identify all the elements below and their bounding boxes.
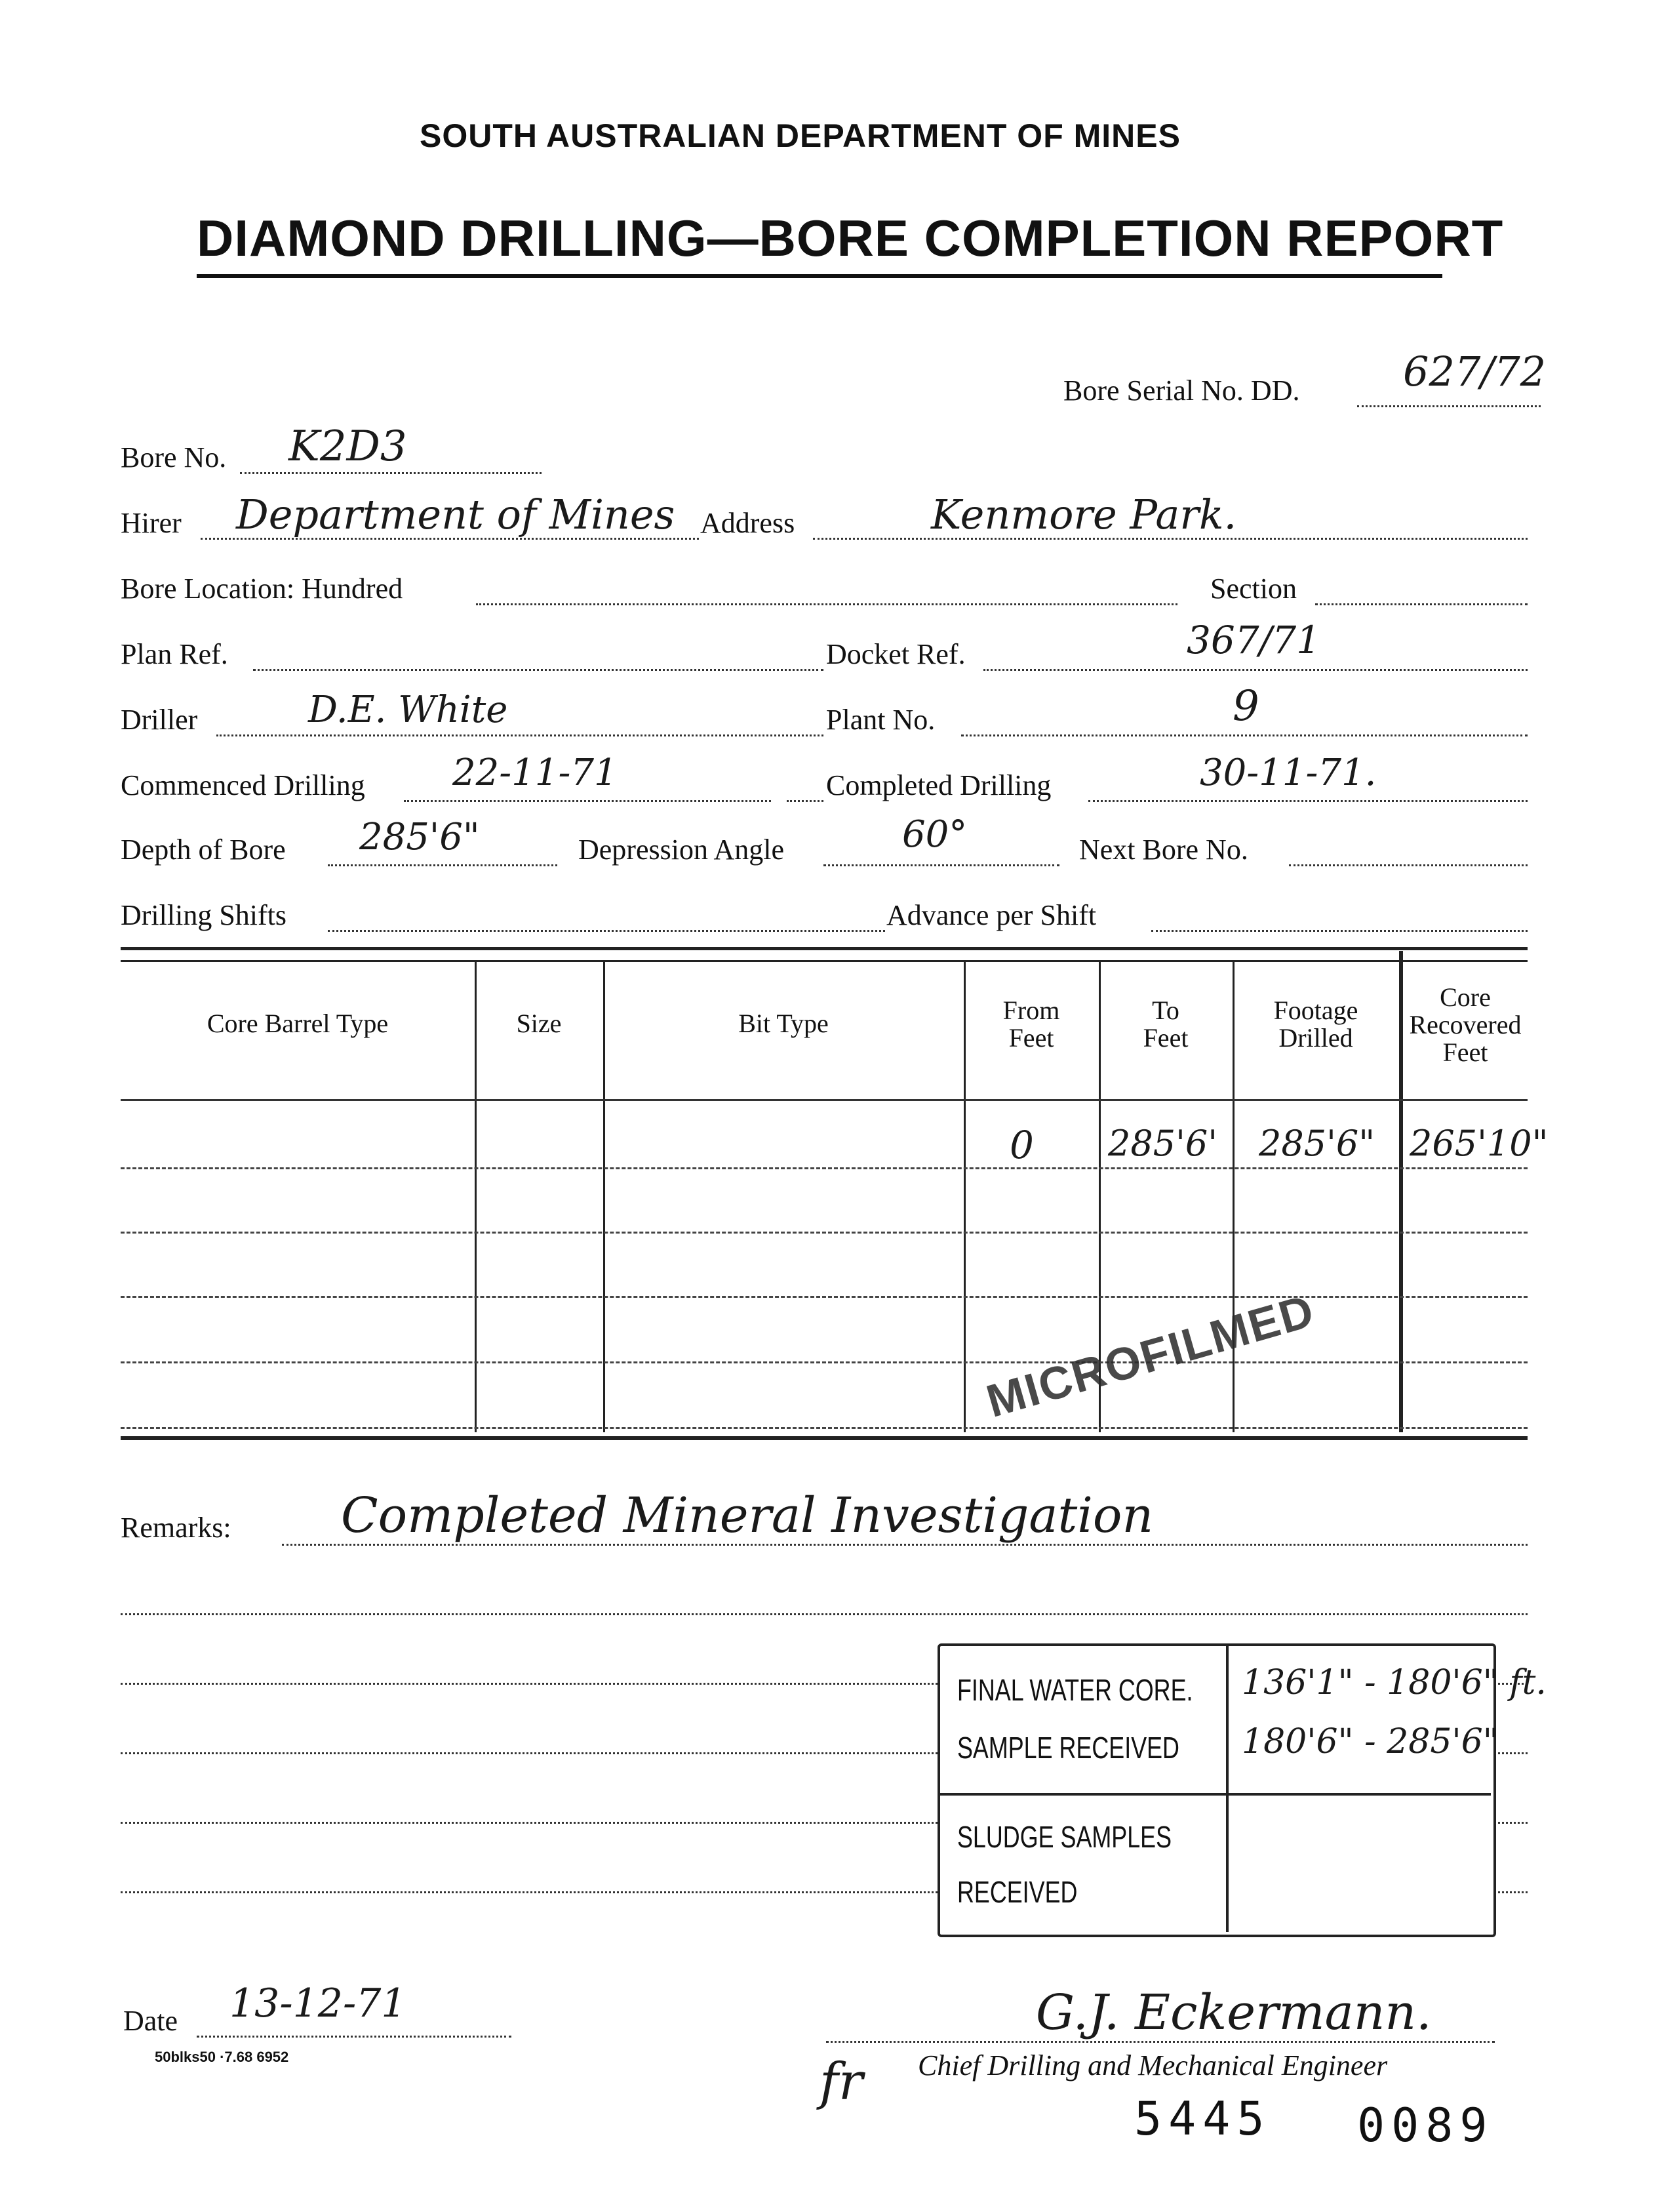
bore-location-label: Bore Location: Hundred	[121, 573, 403, 605]
shifts-label: Drilling Shifts	[121, 899, 287, 931]
stamp-sample-received-value: 180'6" - 285'6"	[1242, 1722, 1499, 1761]
next-bore-label: Next Bore No.	[1079, 834, 1248, 866]
per-mark: fr	[820, 2053, 863, 2112]
completed-value: 30-11-71.	[1200, 752, 1377, 794]
header-footage	[1233, 997, 1399, 1052]
driller-value: D.E. White	[308, 689, 508, 731]
section-label: Section	[1210, 573, 1297, 605]
date-label: Date	[123, 2005, 178, 2037]
table-row-footage: 285'6"	[1259, 1123, 1375, 1164]
hirer-value: Department of Mines	[236, 491, 675, 538]
department-heading: SOUTH AUSTRALIAN DEPARTMENT OF MINES	[420, 117, 1181, 154]
table-row-to: 285'6'	[1108, 1123, 1218, 1164]
title-underline	[197, 274, 1442, 278]
remarks-value: Completed Mineral Investigation	[341, 1487, 1154, 1544]
doc-number-2: 0089	[1357, 2099, 1494, 2152]
stamp-sludge-label: SLUDGE SAMPLES	[957, 1820, 1172, 1854]
docket-ref-label: Docket Ref.	[826, 638, 966, 670]
advance-label: Advance per Shift	[886, 899, 1097, 931]
depth-value: 285'6"	[359, 816, 480, 858]
stamp-final-core-label: FINAL WATER CORE.	[957, 1673, 1193, 1707]
header-from-line1: From	[1002, 995, 1060, 1025]
stamp-sample-received-label: SAMPLE RECEIVED	[957, 1731, 1179, 1765]
header-core-line1: Core	[1440, 982, 1491, 1012]
driller-label: Driller	[121, 704, 198, 736]
core-sample-stamp	[938, 1643, 1547, 1937]
header-core-line3: Feet	[1442, 1037, 1488, 1067]
depression-value: 60°	[902, 813, 968, 856]
plant-no-label: Plant No.	[826, 704, 936, 736]
stamp-received-label: RECEIVED	[957, 1875, 1078, 1909]
header-to-line1: To	[1152, 995, 1179, 1025]
date-value: 13-12-71	[229, 1981, 406, 2026]
doc-number-1: 5445	[1134, 2092, 1271, 2146]
header-to-line2: Feet	[1143, 1023, 1189, 1053]
hirer-label: Hirer	[121, 507, 182, 539]
header-core-line2: Recovered	[1409, 1010, 1522, 1039]
header-to	[1099, 997, 1233, 1052]
table-row-from: 0	[1010, 1123, 1034, 1167]
bore-no-value: K2D3	[288, 422, 407, 471]
header-from	[964, 997, 1099, 1052]
header-footage-line1: Footage	[1273, 995, 1358, 1025]
plant-no-value: 9	[1233, 682, 1259, 731]
commenced-label: Commenced Drilling	[121, 769, 365, 801]
docket-ref-value: 367/71	[1187, 618, 1321, 662]
table-row-core: 265'10"	[1410, 1123, 1549, 1164]
print-code: 50blks50 ·7.68 6952	[155, 2049, 289, 2065]
address-value: Kenmore Park.	[931, 491, 1237, 538]
stamp-final-core-value: 136'1" - 180'6" ft.	[1242, 1663, 1547, 1702]
address-label: Address	[700, 507, 795, 539]
bore-no-label: Bore No.	[121, 441, 227, 473]
header-core-barrel: Core Barrel Type	[207, 1009, 389, 1038]
signature: G.J. Eckermann.	[1036, 1984, 1432, 2041]
header-from-line2: Feet	[1008, 1023, 1054, 1053]
header-footage-line2: Drilled	[1278, 1023, 1353, 1053]
report-title: DIAMOND DRILLING—BORE COMPLETION REPORT	[197, 209, 1504, 267]
microfilmed-stamp: MICROFILMED	[981, 1284, 1320, 1427]
remarks-label: Remarks:	[121, 1512, 231, 1544]
depression-label: Depression Angle	[578, 834, 785, 866]
bore-serial-label: Bore Serial No. DD.	[1063, 374, 1300, 407]
depth-label: Depth of Bore	[121, 834, 286, 866]
completed-label: Completed Drilling	[826, 769, 1052, 801]
signatory-title: Chief Drilling and Mechanical Engineer	[918, 2049, 1388, 2081]
header-size: Size	[516, 1009, 562, 1038]
commenced-value: 22-11-71	[452, 752, 618, 794]
bore-serial-value: 627/72	[1403, 348, 1547, 395]
header-bit-type: Bit Type	[738, 1009, 829, 1038]
header-core-recovered	[1403, 984, 1528, 1066]
plan-ref-label: Plan Ref.	[121, 638, 228, 670]
